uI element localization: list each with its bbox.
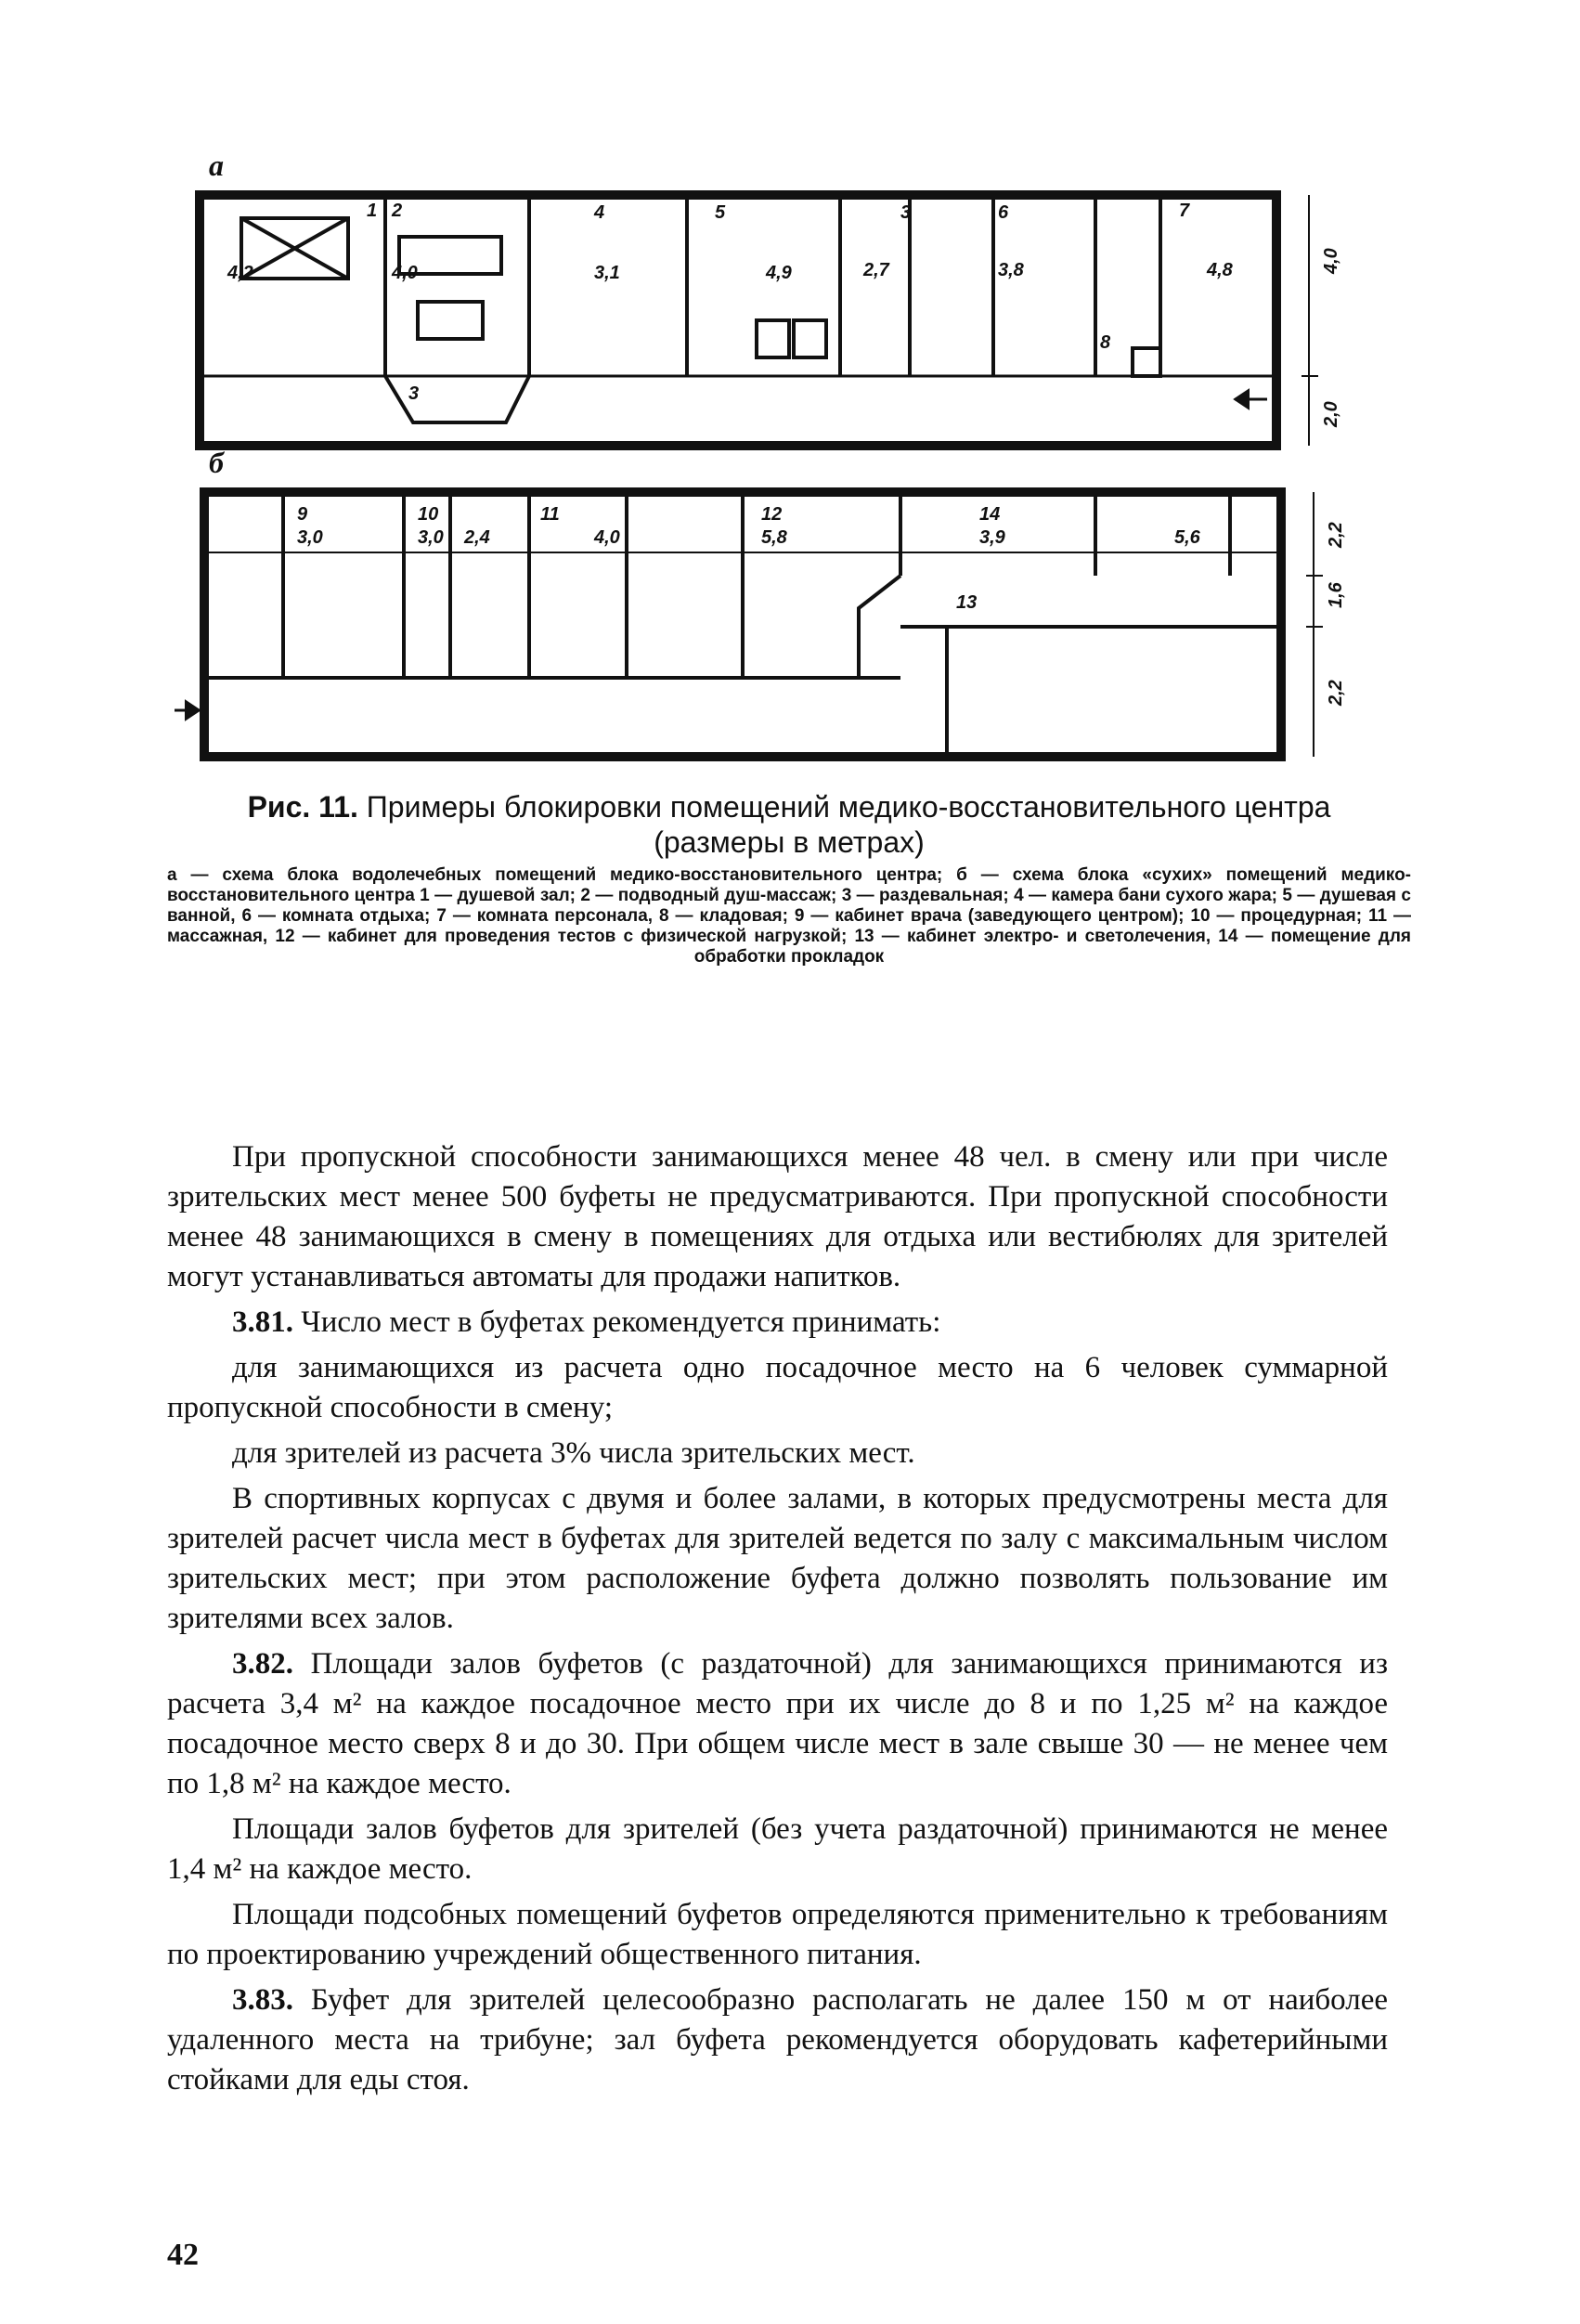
plan-b-area-39: 3,9 xyxy=(979,527,1005,548)
paragraph-7: Площади залов буфетов для зрителей (без учета раздаточной) принимаются не менее 1,4 м² на каждое место. xyxy=(167,1812,1388,1886)
paragraph-9 xyxy=(167,1980,1388,2100)
paragraph-3: для занимающихся из расчета одно посадочное место на 6 человек суммарной пропускной способности в смену; xyxy=(167,1351,1388,1424)
plan-b-room-12: 12 xyxy=(761,504,783,525)
plan-a-room-1: 1 xyxy=(367,201,378,221)
plan-a-area-31: 3,1 xyxy=(594,263,620,283)
paragraph-1: При пропускной способности занимающихся менее 48 чел. в смену или при числе зрительских мест менее 500 буфеты не предусматриваются. При пропускной способности менее 48 занимающихся в смену в помещениях для отдыха или вестибюлях для зрителей могут устанавливаться автоматы для продажи напитков. xyxy=(167,1140,1388,1293)
plan-b-room-13: 13 xyxy=(956,592,978,613)
paragraph-9-text: Буфет для зрителей целесообразно располагать не далее 150 м от наиболее удаленного места на трибуне; зал буфета рекомендуется оборудовать кафетерийными стойками для еды стоя. xyxy=(167,1983,1389,2097)
figure-letter-b: б xyxy=(209,446,224,479)
plan-a-room-8: 8 xyxy=(1100,332,1111,353)
plan-a-area-38: 3,8 xyxy=(998,260,1024,280)
paragraph-4: для зрителей из расчета 3% числа зрительских мест. xyxy=(232,1436,915,1470)
plan-b-dim-2: 1,6 xyxy=(1326,582,1346,608)
plan-a-room-7: 7 xyxy=(1179,201,1190,221)
plan-b-dim-1: 2,2 xyxy=(1326,522,1346,548)
body-text xyxy=(167,1137,1388,2106)
plan-a-room-6: 6 xyxy=(998,202,1009,223)
plan-a-room-5: 5 xyxy=(715,202,726,223)
figure-letter-a: a xyxy=(209,149,224,182)
section-number-3-81: 3.81. xyxy=(232,1305,293,1339)
floor-plan-a xyxy=(158,181,1383,464)
floor-plan-b xyxy=(158,478,1383,775)
paragraph-5: В спортивных корпусах с двумя и более залами, в которых предусмотрены места для зрителей расчет числа мест в буфетах для зрителей ведется по залу с максимальным числом зрительских мест; при этом расположение буфета должно позволять пользование им зрителями всех залов. xyxy=(167,1482,1388,1635)
caption-legend: а — схема блока водолечебных помещений медико-восстановительного центра; б — схема блока «сухих» помещений медико-восстановительного центра 1 — душевой зал; 2 — подводный душ-массаж; 3 — раздевальная; 4 — камера бани сухого жара; 5 — душевая с ванной, 6 — комната отдыха; 7 — комната персонала, 8 — кладовая; 9 — кабинет врача (заведующего центром); 10 — процедурная; 11 — массажная, 12 — кабинет для проведения тестов с физической нагрузкой; 13 — кабинет электро- и светолечения, 14 — помещение для обработки прокладок xyxy=(167,865,1411,967)
plan-a-room-3: 3 xyxy=(408,383,420,404)
plan-a-area-48: 4,8 xyxy=(1207,260,1233,280)
plan-a-room-3b: 3 xyxy=(900,202,912,223)
plan-b-area-30b: 3,0 xyxy=(418,527,444,548)
section-number-3-82: 3.82. xyxy=(232,1647,293,1681)
plan-a-room-4: 4 xyxy=(594,202,605,223)
plan-b-area-24: 2,4 xyxy=(464,527,490,548)
plan-b-room-10: 10 xyxy=(418,504,439,525)
plan-b-room-14: 14 xyxy=(979,504,1001,525)
figure-caption xyxy=(167,789,1411,967)
paragraph-6 xyxy=(167,1644,1388,1804)
plan-a-area-49: 4,9 xyxy=(766,263,792,283)
plan-b-room-11: 11 xyxy=(540,504,560,525)
plan-b-area-58: 5,8 xyxy=(761,527,787,548)
paragraph-6-text: Площади залов буфетов (с раздаточной) для занимающихся принимаются из расчета 3,4 м² на каждое посадочное место при их числе до 8 и по 1,25 м² на каждое посадочное место сверх 8 и до 30. При общем числе мест в зале свыше 30 — не менее чем по 1,8 м² на каждое место. xyxy=(167,1647,1388,1800)
caption-title-line1: Примеры блокировки помещений медико-восстановительного центра xyxy=(366,790,1331,824)
plan-a-area-40: 4,0 xyxy=(392,263,418,283)
plan-b-room-9: 9 xyxy=(297,504,308,525)
plan-b-area-30a: 3,0 xyxy=(297,527,323,548)
plan-a-area-27: 2,7 xyxy=(863,260,889,280)
caption-title xyxy=(167,789,1411,860)
plan-a-room-2: 2 xyxy=(392,201,403,221)
plan-b-area-40: 4,0 xyxy=(594,527,620,548)
plan-b-dim-3: 2,2 xyxy=(1326,680,1346,706)
caption-title-line2: (размеры в метрах) xyxy=(654,825,925,859)
paragraph-8: Площади подсобных помещений буфетов определяются применительно к требованиям по проектированию учреждений общественного питания. xyxy=(167,1898,1388,1971)
plan-a-area-42: 4,2 xyxy=(227,263,253,283)
section-number-3-83: 3.83. xyxy=(232,1983,293,2017)
paragraph-2 xyxy=(167,1303,1388,1343)
plan-b-area-56: 5,6 xyxy=(1174,527,1200,548)
caption-prefix: Рис. 11. xyxy=(247,790,358,824)
plan-a-dim-2: 2,0 xyxy=(1321,401,1341,427)
plan-a-dim-1: 4,0 xyxy=(1321,248,1341,274)
page-number: 42 xyxy=(167,2238,199,2272)
paragraph-2-text: Число мест в буфетах рекомендуется принимать: xyxy=(301,1305,941,1339)
